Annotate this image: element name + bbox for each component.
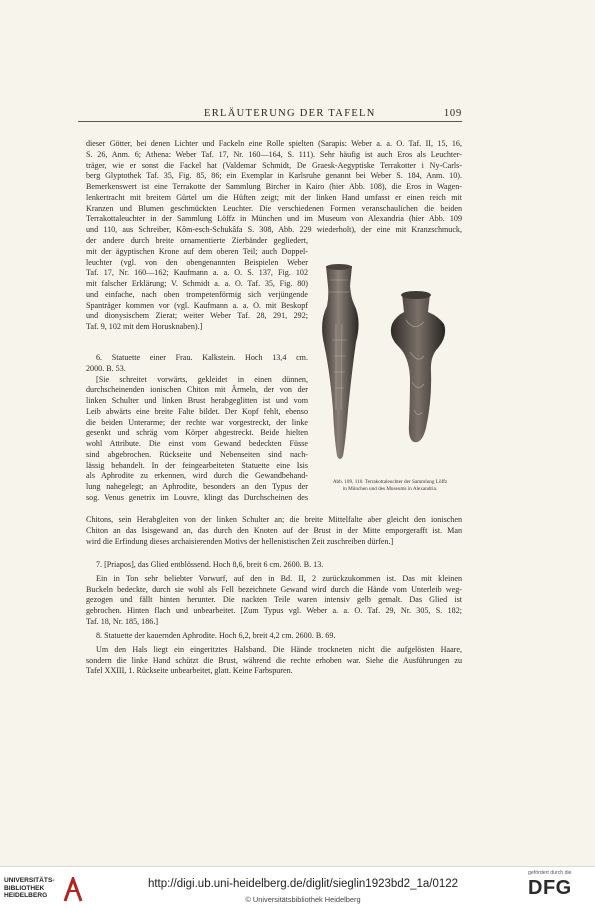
text-line: lenkertracht mit breitem Gürtel um die Hüften zeigt; mit der linken Hand umfasst er einen reich mit (86, 192, 462, 202)
text-line: und 110, aus Schreiber, Kôm-esch-Schukâfa S. 308, Abb. 229 wiederholt), der eine mit Kranzschmuck, (86, 225, 462, 234)
text-line: sind abgebrochen. Rückseite und Nebenseiten sind nach- (86, 449, 308, 459)
funding-note: gefördert durch die (528, 870, 572, 876)
text-line: Spanträger kommen vor (vgl. Kaufmann a. a. O. mit Beskopf (86, 300, 308, 310)
text-line: wird die Erfindung dieses archaisierenden Motivs der hellenistischen Zeit zuschreiben dürfen.] (86, 536, 394, 546)
text-line: Taf. 9, 102 mit dem Horusknaben).] (86, 322, 203, 331)
caption-line: in München und des Museums in Alexandria. (342, 485, 438, 492)
permalink-url[interactable]: http://digi.ub.uni-heidelberg.de/diglit/sieglin1923bd2_1a/0122 (147, 878, 459, 890)
text-line: Tafel XXIII, 1. Rückseite unbearbeitet, glatt. Keine Farbspuren. (86, 666, 293, 676)
text-line: der andere durch breite ornamentierte Zierbänder gegliedert, (86, 236, 308, 245)
text-line: sog. Venus genetrix im Louvre, klingt das Durchscheinen des (86, 492, 308, 502)
header-rule (78, 121, 462, 122)
text-line: linken Schulter und linken Brust herabgeglitten ist und vom (86, 396, 308, 405)
section-6-heading: 6. Statuette einer Frau. Kalkstein. Hoch 13,4 cm. (96, 353, 308, 362)
text-line: mit der ägyptischen Krone auf dem oberen Teil; auch Doppel- (86, 246, 308, 256)
text-line: Chiton an das Isisgewand an, das durch den Knoten auf der Brust in der Mitte emporgerafft ist. Man (86, 525, 462, 535)
text-line: und einfache, nach oben trompetenförmig sich verjüngende (86, 289, 308, 299)
candlestick-illustration (314, 260, 464, 470)
text-line: gezogen und fällt hinten herunter. Die nackten Teile waren intensiv gelb gemalt. Das Glied ist (86, 595, 462, 605)
text-line: Bemerkenswert ist eine Terrakotte der Sammlung Bircher in Kairo (hier Abb. 108), die Eros in Wagen- (86, 182, 462, 191)
text-line: wohl Attribute. Die einst vom Gewand bedeckten Füsse (86, 439, 308, 448)
text-line: Taf. 18, Nr. 185, 186.] (86, 616, 159, 626)
page-number: 109 (443, 108, 462, 119)
caption-line: Abb. 109, 110. Terrakottaleuchter der Sammlung Löffz (332, 479, 448, 485)
text-line: und dionysischem Zierat; weiter Weber Taf. 28, 291, 292; (86, 311, 308, 321)
text-line: S. 26, Anm. 6; Athena: Weber Taf. 17, Nr. 160—164, S. 111). Sehr häufig ist auch Eros als Leuchter- (86, 149, 462, 159)
section-6 (86, 353, 308, 504)
page-title: ERLÄUTERUNG DER TAFELN (204, 108, 376, 119)
logo-line: HEIDELBERG (4, 892, 48, 900)
text-line: Chitons, sein Herabgleiten von der linken Schulter an; die breite Mittelfalte aber gleicht den ionischen (86, 515, 462, 524)
candlestick-left (322, 264, 358, 459)
candlestick-right (391, 291, 445, 442)
section-8 (86, 631, 462, 677)
text-line: berg Glyptothek Taf. 35, Fig. 85, 86; ein Exemplar in Karlsruhe genannt bei Weber S. 184, Anm. 10). (86, 171, 462, 181)
narrow-paragraph (86, 236, 308, 333)
text-line: Buckeln bedeckte, durch sie wohl als Fell bezeichnete Gewand wird durch die Hände vom Unterleib weg- (86, 584, 462, 594)
text-line: gebrochen. Hinten flach und unbearbeitet. [Zum Typus vgl. Weber a. a. O. Taf. 29, Nr. 305, S. 182; (86, 606, 462, 615)
section-7-heading: 7. [Priapos], das Glied entblössend. Hoch 8,6, breit 6 cm. 2600. B. 13. (96, 560, 324, 569)
text-line: träger, wie er sonst die Fackel hat (Valdemar Schmidt, De Graesk-Aegyptiske Terrakotter i Ny-Carls- (86, 160, 462, 170)
text-line: Terrakottaleuchter in der Sammlung Löffz in München und im Museum von Alexandria (hier Abb. 109 (86, 214, 462, 224)
logo-line: UNIVERSITÄTS- (4, 877, 55, 884)
text-line: die beiden Unterarme; der rechte war vorgestreckt, der linke (86, 417, 308, 427)
text-line: leuchter (vgl. von den obengenannten Beispielen Weber (86, 257, 308, 267)
logo-line: BIBLIOTHEK (4, 884, 45, 892)
text-line: [Sie schreitet vorwärts, gekleidet in einen dünnen, (96, 374, 308, 384)
intro-paragraph (86, 139, 462, 236)
text-line: durchscheinenden ionischen Chiton mit Ärmeln, der von der (86, 385, 308, 395)
text-line: sondern die linke Hand schützt die Brust, während die rechte erhoben war. Siehe die Ausführungen zu (86, 655, 462, 665)
text-line: dieser Götter, bei denen Lichter und Fackeln eine Rolle spielten (Sarapis: Weber a. a. O. Taf. II, 15, 16, (86, 139, 462, 148)
text-line: Leib abwärts eine breite Falte bildet. Der Kopf fehlt, ebenso (86, 406, 308, 416)
figure-caption (316, 479, 464, 492)
heidelberg-emblem-icon (62, 877, 84, 903)
dfg-logo[interactable]: DFG (528, 877, 572, 899)
text-line: als Aphrodite zu erkennen, wird durch die Gewandbehand- (86, 471, 308, 481)
text-line: Um den Hals liegt ein eingeritztes Halsband. Die Hände trockneten nicht die aufgelösten Haare, (96, 644, 462, 654)
section-6-heading: 2000. B. 53. (86, 363, 126, 373)
section-8-heading: 8. Statuette der kauernden Aphrodite. Hoch 6,2, breit 4,2 cm. 2600. B. 69. (96, 631, 336, 640)
section-7 (86, 560, 462, 628)
figure-terracotta-candlesticks (314, 260, 464, 470)
text-line: lässig behandelt. In der feingearbeiteten Statuette eine Isis (86, 460, 308, 470)
text-line: Taf. 17, Nr. 160—162; Kaufmann a. a. O. S. 137, Fig. 102 (86, 268, 308, 278)
text-line: mit falscher Erklärung; V. Schmidt a. a. O. Taf. 35, Fig. 80) (86, 279, 308, 288)
text-line: lung nahegelegt; an Aphrodite, besonders an den Typus der (86, 482, 308, 491)
text-line: Kranzen und Blumen geschmückten Leuchter. Die verschiedenen Formen veranschaulichen die beiden (86, 203, 462, 213)
copyright-notice: © Universitätsbibliothek Heidelberg (245, 895, 361, 904)
section-6-continued (86, 515, 462, 547)
university-library-logo[interactable] (4, 877, 90, 905)
text-line: Ein in Ton sehr beliebter Vorwurf, auf den in Bd. II, 2 zurückzukommen ist. Das mit kleinen (96, 573, 462, 583)
text-line: gesenkt und schräg vom Körper abgestreckt. Beide hielten (86, 428, 308, 438)
